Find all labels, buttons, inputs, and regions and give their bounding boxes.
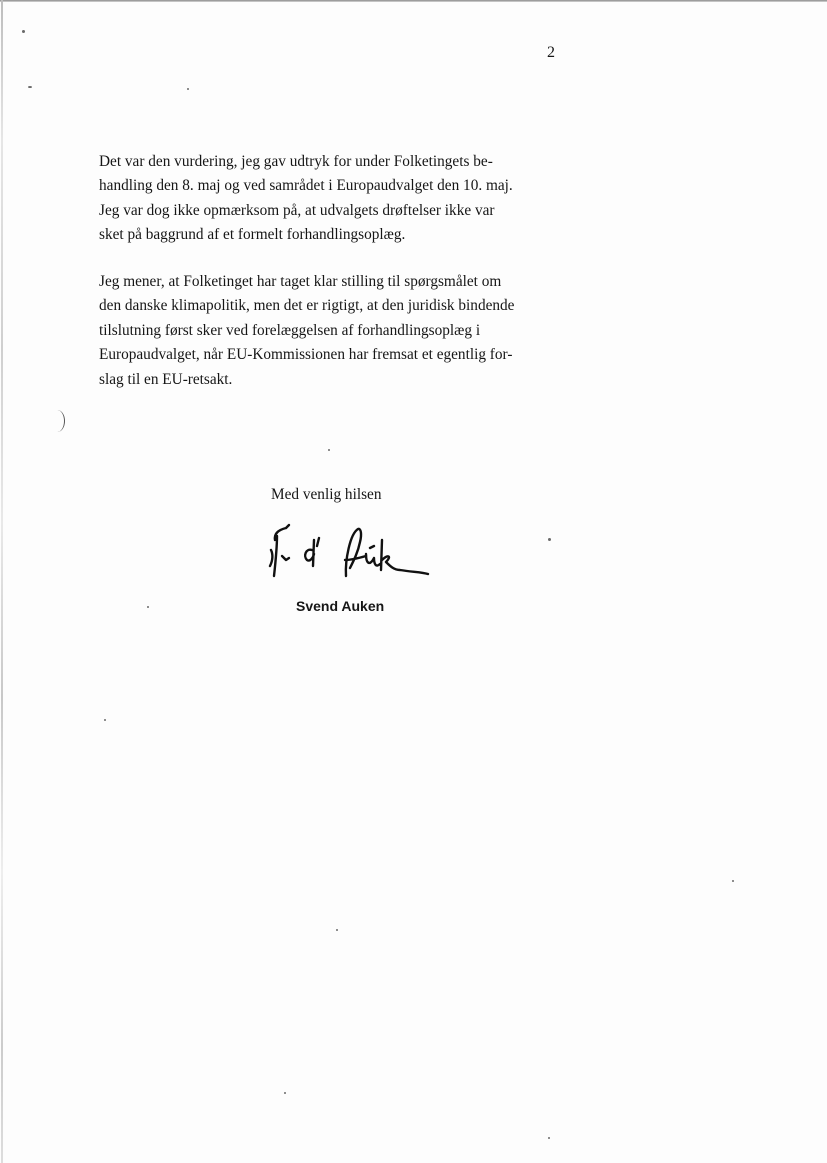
body-paragraph bbox=[99, 270, 569, 392]
scan-speck bbox=[284, 1092, 286, 1094]
scan-speck bbox=[328, 449, 330, 451]
paragraph-line: tilslutning først sker ved forelæggelsen af forhandlingsoplæg i bbox=[99, 321, 481, 339]
scan-speck bbox=[548, 538, 551, 541]
scan-speck bbox=[104, 719, 106, 721]
paragraph-line: Det var den vurdering, jeg gav udtryk for under Folketingets be- bbox=[99, 153, 493, 170]
handwritten-signature bbox=[262, 520, 437, 588]
paragraph-line: Jeg mener, at Folketinget har taget klar stilling til spørgsmålet om bbox=[99, 273, 502, 290]
closing-greeting: Med venlig hilsen bbox=[271, 486, 382, 503]
scan-left-edge bbox=[1, 0, 3, 1163]
page-number: 2 bbox=[547, 44, 556, 61]
paragraph-line: handling den 8. maj og ved samrådet i Europaudvalget den 10. maj. bbox=[99, 177, 513, 195]
scan-speck bbox=[28, 86, 32, 88]
paragraph-line: Europaudvalget, når EU-Kommissionen har fremsat et egentlig for- bbox=[99, 346, 513, 364]
scan-mark bbox=[50, 410, 65, 432]
scan-top-edge bbox=[0, 0, 827, 2]
scan-speck bbox=[548, 1137, 550, 1139]
paragraph-line: sket på baggrund af et formelt forhandlingsoplæg. bbox=[99, 226, 406, 244]
paragraph-line: Jeg var dog ikke opmærksom på, at udvalgets drøftelser ikke var bbox=[99, 201, 495, 219]
paragraph-line: den danske klimapolitik, men det er rigtigt, at den juridisk bindende bbox=[99, 297, 515, 315]
scan-speck bbox=[187, 88, 189, 90]
paragraph-line: slag til en EU-retsakt. bbox=[99, 370, 233, 388]
body-paragraph bbox=[99, 150, 569, 248]
signer-name: Svend Auken bbox=[296, 598, 385, 614]
scan-speck bbox=[147, 606, 149, 608]
scan-speck bbox=[22, 30, 25, 33]
scan-speck bbox=[336, 929, 338, 931]
scan-speck bbox=[732, 880, 734, 882]
